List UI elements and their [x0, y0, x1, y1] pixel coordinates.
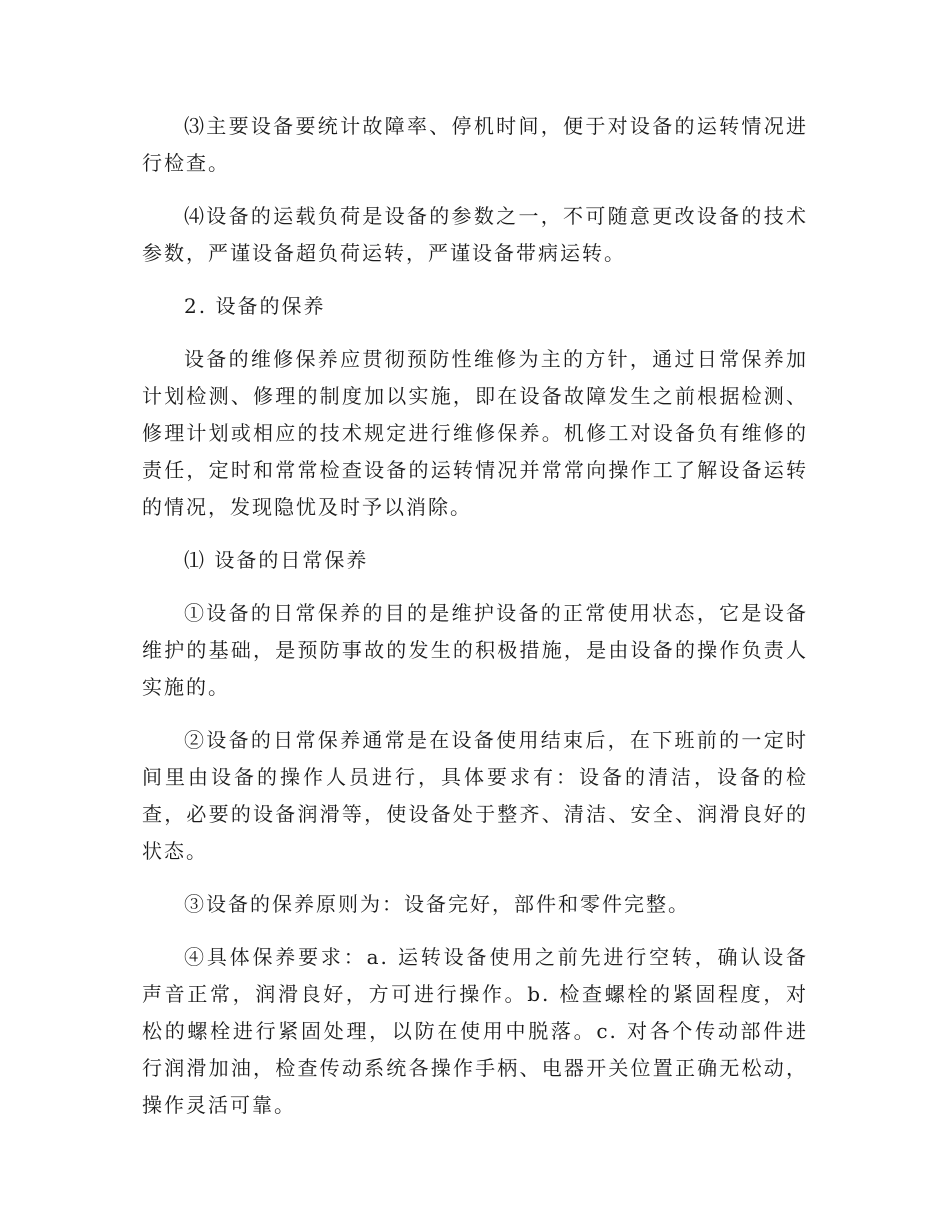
paragraph-daily-purpose: ①设备的日常保养的目的是维护设备的正常使用状态，它是设备维护的基础，是预防事故的发生的积极措施，是由设备的操作负责人实施的。: [142, 601, 808, 699]
paragraph-daily-timing: ②设备的日常保养通常是在设备使用结束后，在下班前的一定时间里由设备的操作人员进行，具体要求有：设备的清洁，设备的检查，必要的设备润滑等，使设备处于整齐、清洁、安全、润滑良好的状态。: [142, 728, 808, 863]
paragraph-requirements: ④具体保养要求：a. 运转设备使用之前先进行空转，确认设备声音正常，润滑良好，方可进行操作。b. 检查螺栓的紧固程度，对松的螺栓进行紧固处理，以防在使用中脱落。c. 对各个传动部件进行润滑加油，检查传动系统各操作手柄、电器开关位置正确无松动，操作灵活可靠。: [142, 945, 808, 1117]
section-heading-maintenance: 2. 设备的保养: [184, 294, 326, 318]
subsection-heading-daily: ⑴ 设备的日常保养: [184, 548, 369, 572]
paragraph-principle: ③设备的保养原则为：设备完好，部件和零件完整。: [184, 892, 690, 916]
document-body: [142, 108, 808, 1140]
paragraph-statistics: ⑶主要设备要统计故障率、停机时间，便于对设备的运转情况进行检查。: [142, 114, 808, 175]
paragraph-maintenance-policy: 设备的维修保养应贯彻预防性维修为主的方针，通过日常保养加计划检测、修理的制度加以实施，即在设备故障发生之前根据检测、修理计划或相应的技术规定进行维修保养。机修工对设备负有维修的责任，定时和常常检查设备的运转情况并常常向操作工了解设备运转的情况，发现隐忧及时予以消除。: [142, 347, 808, 519]
paragraph-load: ⑷设备的运载负荷是设备的参数之一，不可随意更改设备的技术参数，严谨设备超负荷运转，严谨设备带病运转。: [142, 204, 808, 265]
